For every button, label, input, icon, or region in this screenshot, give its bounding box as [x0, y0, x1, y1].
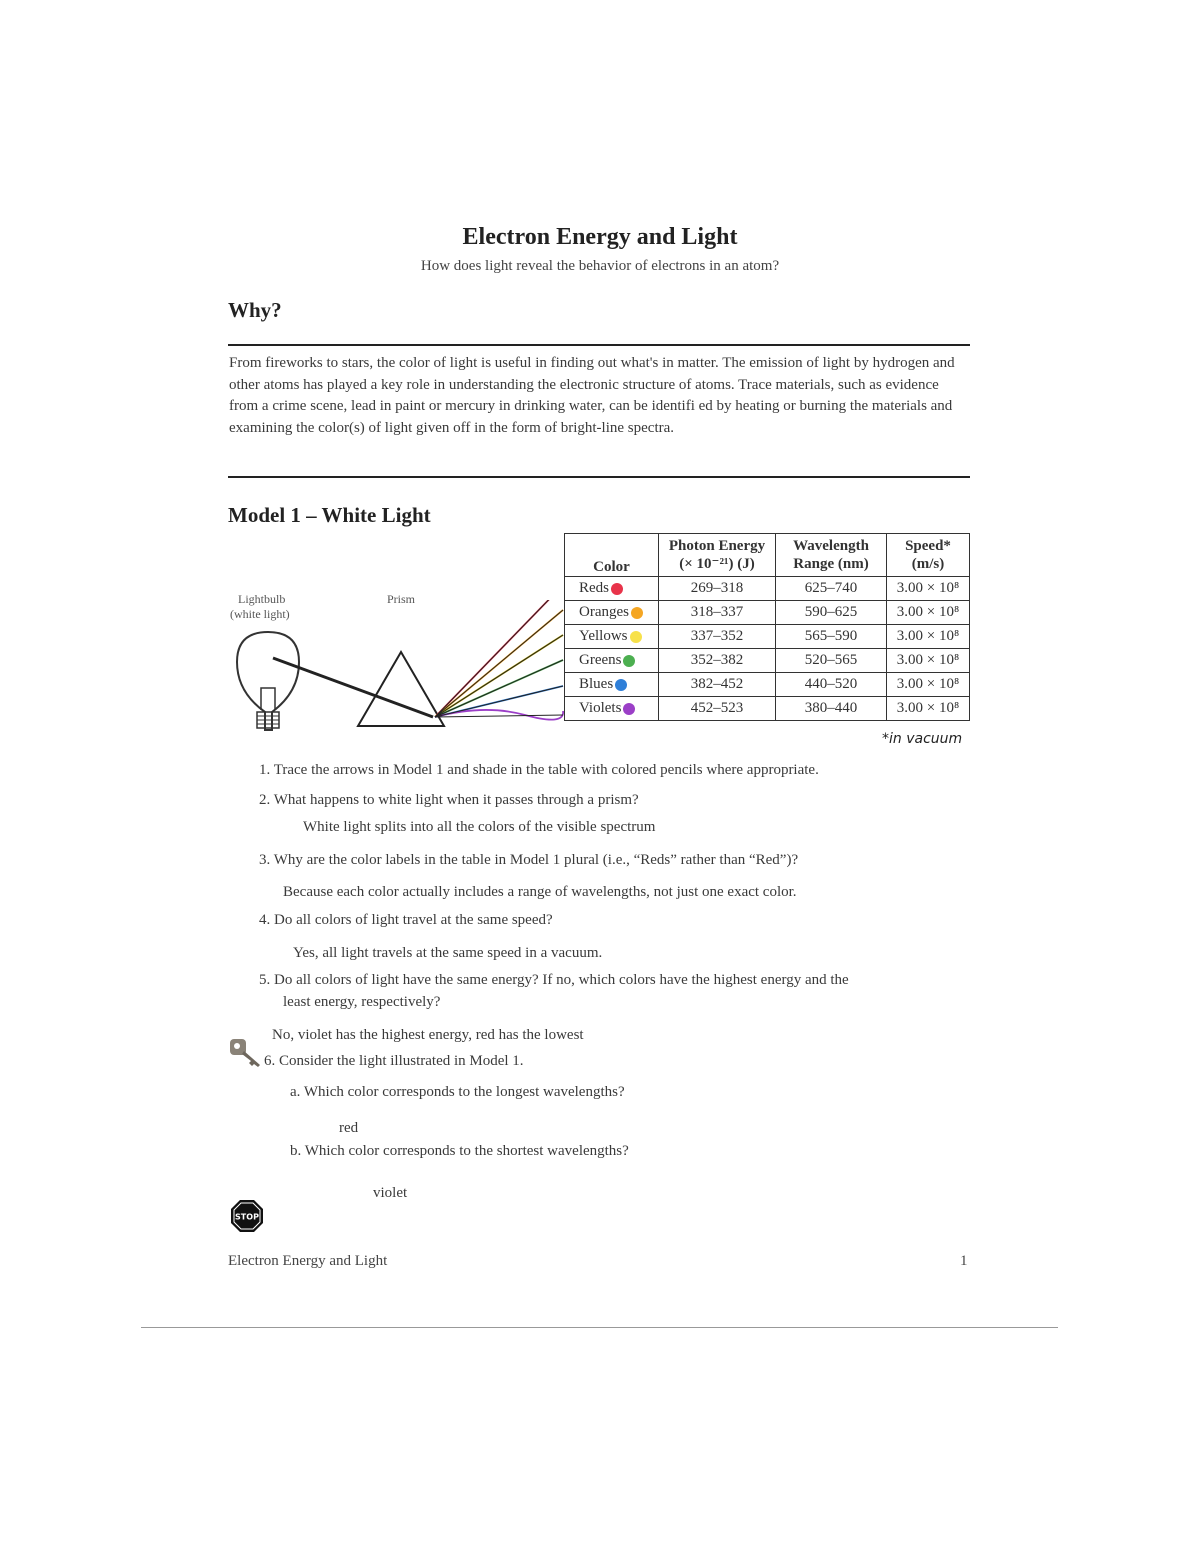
footer-page-number: 1 [960, 1253, 968, 1269]
color-swatch [630, 631, 642, 643]
table-row [565, 625, 970, 649]
table-row [565, 649, 970, 673]
cell-color [565, 697, 659, 721]
page-bottom-divider [141, 1327, 1058, 1328]
color-label: Oranges [579, 604, 629, 620]
cell-speed: 3.00 × 10⁸ [887, 577, 970, 601]
header-wavelength [776, 534, 887, 577]
question-5-line2: least energy, respectively? [283, 994, 441, 1010]
color-label: Blues [579, 676, 614, 692]
cell-energy: 318–337 [659, 601, 776, 625]
spectrum-rays [435, 600, 563, 720]
table-row [565, 697, 970, 721]
cell-color [565, 577, 659, 601]
answer-5: No, violet has the highest energy, red has the lowest [272, 1027, 584, 1043]
cell-color [565, 625, 659, 649]
cell-range: 380–440 [776, 697, 887, 721]
color-label: Reds [579, 580, 609, 596]
cell-energy: 269–318 [659, 577, 776, 601]
footer-title: Electron Energy and Light [228, 1253, 388, 1269]
header-energy-line1: Photon Energy [668, 538, 766, 554]
color-label: Yellows [579, 628, 628, 644]
color-label: Violets [579, 700, 622, 716]
spectrum-table [564, 533, 970, 721]
answer-2: White light splits into all the colors of the visible spectrum [303, 819, 656, 835]
footnote-in-vacuum: *in vacuum [882, 731, 963, 747]
color-swatch [615, 679, 627, 691]
cell-energy: 352–382 [659, 649, 776, 673]
header-wave-line2: Range (nm) [793, 556, 869, 572]
lightbulb-icon [237, 632, 299, 730]
header-photon-energy [659, 534, 776, 577]
table-row [565, 577, 970, 601]
answer-6a: red [339, 1120, 359, 1136]
color-swatch [611, 583, 623, 595]
question-6b: b. Which color corresponds to the shortest wavelengths? [290, 1143, 629, 1159]
cell-range: 590–625 [776, 601, 887, 625]
cell-color [565, 673, 659, 697]
color-swatch [631, 607, 643, 619]
color-swatch [623, 655, 635, 667]
table-header-row [565, 534, 970, 577]
prism-diagram [225, 600, 570, 740]
header-wave-line1: Wavelength [793, 538, 869, 554]
cell-speed: 3.00 × 10⁸ [887, 625, 970, 649]
question-2: 2. What happens to white light when it passes through a prism? [259, 792, 639, 808]
cell-range: 565–590 [776, 625, 887, 649]
divider [228, 476, 970, 478]
prism-label: Prism [387, 592, 416, 606]
header-color: Color [565, 534, 659, 577]
question-6: 6. Consider the light illustrated in Model 1. [264, 1053, 524, 1069]
key-icon [228, 1035, 264, 1069]
question-4: 4. Do all colors of light travel at the same speed? [259, 912, 553, 928]
answer-6b: violet [373, 1185, 408, 1201]
cell-range: 520–565 [776, 649, 887, 673]
stop-sign-icon [230, 1199, 264, 1233]
cell-speed: 3.00 × 10⁸ [887, 601, 970, 625]
header-speed [887, 534, 970, 577]
question-5-line1: 5. Do all colors of light have the same energy? If no, which colors have the highest energy and the [259, 972, 849, 988]
question-1: 1. Trace the arrows in Model 1 and shade in the table with colored pencils where appropriate. [259, 762, 819, 778]
color-label: Greens [579, 652, 622, 668]
header-speed-line1: Speed* [905, 538, 951, 554]
cell-range: 625–740 [776, 577, 887, 601]
table-row [565, 673, 970, 697]
cell-energy: 452–523 [659, 697, 776, 721]
lightbulb-label-line1: Lightbulb [238, 592, 286, 606]
stop-sign-text: STOP [235, 1212, 259, 1222]
model1-heading: Model 1 – White Light [228, 503, 431, 527]
header-speed-line2: (m/s) [911, 556, 945, 572]
question-3: 3. Why are the color labels in the table in Model 1 plural (i.e., “Reds” rather than “Red”)? [259, 852, 799, 868]
cell-speed: 3.00 × 10⁸ [887, 697, 970, 721]
lightbulb-label-line2: (white light) [230, 607, 290, 621]
header-energy-line2: (× 10⁻²¹) (J) [679, 556, 755, 572]
cell-range: 440–520 [776, 673, 887, 697]
cell-speed: 3.00 × 10⁸ [887, 649, 970, 673]
why-heading: Why? [228, 298, 282, 322]
question-6a: a. Which color corresponds to the longest wavelengths? [290, 1084, 625, 1100]
cell-energy: 382–452 [659, 673, 776, 697]
why-paragraph: From fireworks to stars, the color of light is useful in finding out what's in matter. The emission of light by hydrogen and other atoms has played a key role in understanding the electronic structure of atoms. Trace materials, such as evidence from a crime scene, lead in paint or mercury in drinking water, can be identifi ed by heating or burning the materials and examining the color(s) of light given off in the form of bright-line spectra. [229, 355, 955, 436]
cell-speed: 3.00 × 10⁸ [887, 673, 970, 697]
cell-energy: 337–352 [659, 625, 776, 649]
color-swatch [623, 703, 635, 715]
cell-color [565, 601, 659, 625]
page-subtitle: How does light reveal the behavior of electrons in an atom? [420, 258, 780, 274]
divider [228, 344, 970, 346]
answer-3: Because each color actually includes a range of wavelengths, not just one exact color. [283, 884, 797, 900]
answer-4: Yes, all light travels at the same speed in a vacuum. [293, 945, 603, 961]
table-row [565, 601, 970, 625]
page-title: Electron Energy and Light [462, 224, 738, 250]
cell-color [565, 649, 659, 673]
